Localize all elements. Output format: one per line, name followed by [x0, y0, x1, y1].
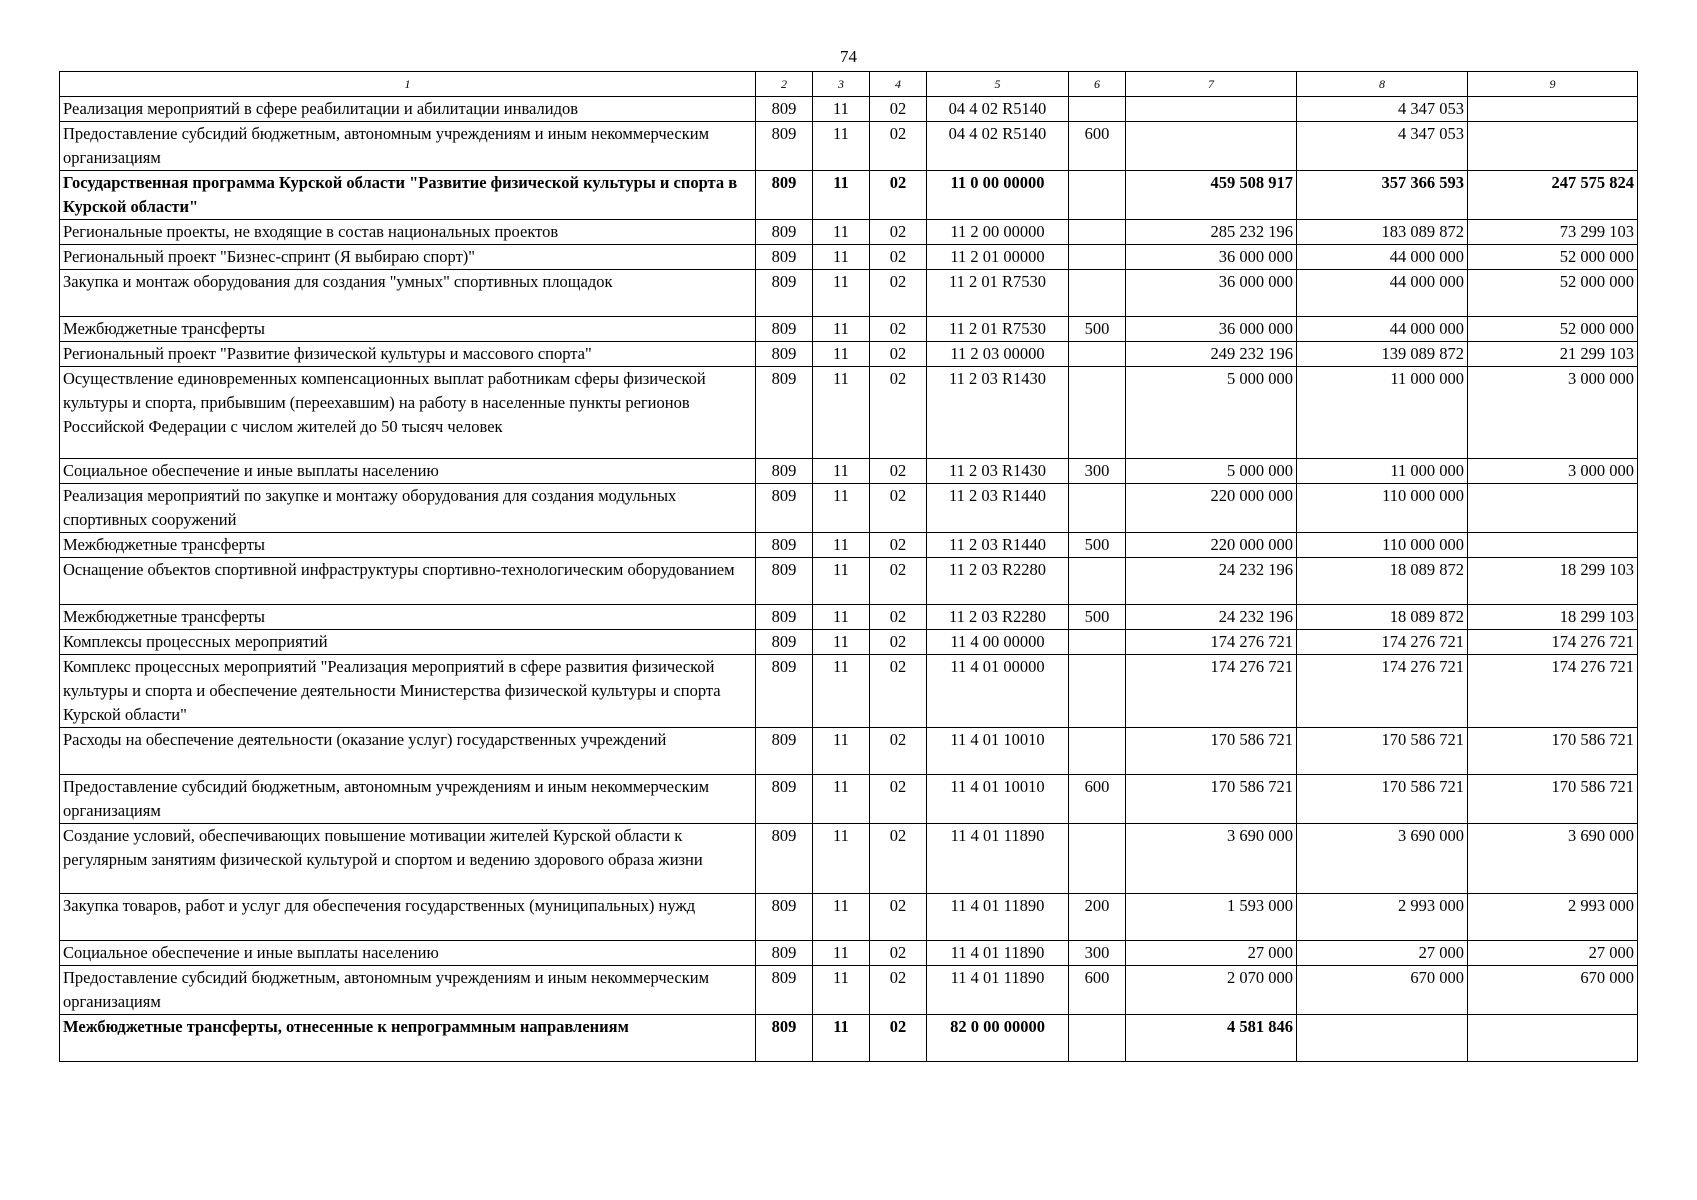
section-code: 11	[813, 894, 870, 941]
amount-col-8: 11 000 000	[1297, 367, 1468, 459]
amount-col-9: 247 575 824	[1468, 171, 1638, 220]
table-row	[60, 630, 1638, 655]
amount-col-7: 170 586 721	[1126, 775, 1297, 824]
amount-col-7: 5 000 000	[1126, 459, 1297, 484]
row-description: Предоставление субсидий бюджетным, автономным учреждениям и иным некоммерческим организациям	[60, 966, 756, 1015]
table-row	[60, 966, 1638, 1015]
section-code: 11	[813, 245, 870, 270]
amount-col-7: 24 232 196	[1126, 605, 1297, 630]
section-code: 11	[813, 122, 870, 171]
amount-col-7: 220 000 000	[1126, 484, 1297, 533]
amount-col-8: 139 089 872	[1297, 342, 1468, 367]
section-code: 11	[813, 220, 870, 245]
amount-col-9: 21 299 103	[1468, 342, 1638, 367]
ministry-code: 809	[756, 367, 813, 459]
target-article-code: 04 4 02 R5140	[927, 122, 1069, 171]
row-description: Закупка товаров, работ и услуг для обеспечения государственных (муниципальных) нужд	[60, 894, 756, 941]
section-code: 11	[813, 605, 870, 630]
amount-col-9	[1468, 97, 1638, 122]
table-row	[60, 220, 1638, 245]
column-header: 5	[927, 72, 1069, 97]
expense-type-code	[1069, 97, 1126, 122]
target-article-code: 11 2 01 R7530	[927, 270, 1069, 317]
target-article-code: 04 4 02 R5140	[927, 97, 1069, 122]
row-description: Региональный проект "Бизнес-спринт (Я выбираю спорт)"	[60, 245, 756, 270]
ministry-code: 809	[756, 775, 813, 824]
amount-col-9: 52 000 000	[1468, 270, 1638, 317]
section-code: 11	[813, 317, 870, 342]
target-article-code: 11 4 01 10010	[927, 775, 1069, 824]
amount-col-8: 2 993 000	[1297, 894, 1468, 941]
target-article-code: 11 2 03 00000	[927, 342, 1069, 367]
amount-col-9	[1468, 533, 1638, 558]
amount-col-8: 174 276 721	[1297, 630, 1468, 655]
subsection-code: 02	[870, 824, 927, 894]
amount-col-8: 44 000 000	[1297, 245, 1468, 270]
section-code: 11	[813, 728, 870, 775]
table-row	[60, 97, 1638, 122]
ministry-code: 809	[756, 824, 813, 894]
table-row	[60, 533, 1638, 558]
amount-col-8: 44 000 000	[1297, 270, 1468, 317]
section-code: 11	[813, 966, 870, 1015]
column-header: 7	[1126, 72, 1297, 97]
ministry-code: 809	[756, 894, 813, 941]
row-description: Межбюджетные трансферты	[60, 605, 756, 630]
subsection-code: 02	[870, 941, 927, 966]
amount-col-8: 170 586 721	[1297, 775, 1468, 824]
row-description: Комплексы процессных мероприятий	[60, 630, 756, 655]
section-code: 11	[813, 97, 870, 122]
subsection-code: 02	[870, 270, 927, 317]
section-code: 11	[813, 1015, 870, 1062]
section-code: 11	[813, 367, 870, 459]
row-description: Межбюджетные трансферты	[60, 533, 756, 558]
subsection-code: 02	[870, 484, 927, 533]
target-article-code: 11 4 01 11890	[927, 966, 1069, 1015]
amount-col-8: 4 347 053	[1297, 122, 1468, 171]
amount-col-8: 18 089 872	[1297, 605, 1468, 630]
table-row	[60, 655, 1638, 728]
subsection-code: 02	[870, 775, 927, 824]
amount-col-7	[1126, 97, 1297, 122]
amount-col-8: 670 000	[1297, 966, 1468, 1015]
amount-col-7: 285 232 196	[1126, 220, 1297, 245]
column-header: 9	[1468, 72, 1638, 97]
amount-col-7: 170 586 721	[1126, 728, 1297, 775]
target-article-code: 11 2 01 R7530	[927, 317, 1069, 342]
ministry-code: 809	[756, 484, 813, 533]
amount-col-9: 174 276 721	[1468, 655, 1638, 728]
column-header: 3	[813, 72, 870, 97]
target-article-code: 11 2 03 R1430	[927, 367, 1069, 459]
amount-col-9: 18 299 103	[1468, 558, 1638, 605]
target-article-code: 11 2 01 00000	[927, 245, 1069, 270]
budget-table	[59, 71, 1638, 1062]
amount-col-9: 174 276 721	[1468, 630, 1638, 655]
amount-col-9: 52 000 000	[1468, 317, 1638, 342]
amount-col-7: 4 581 846	[1126, 1015, 1297, 1062]
amount-col-9	[1468, 484, 1638, 533]
subsection-code: 02	[870, 459, 927, 484]
table-row	[60, 367, 1638, 459]
row-description: Межбюджетные трансферты	[60, 317, 756, 342]
page-number: 74	[840, 47, 857, 66]
expense-type-code	[1069, 270, 1126, 317]
row-description: Межбюджетные трансферты, отнесенные к непрограммным направлениям	[60, 1015, 756, 1062]
ministry-code: 809	[756, 122, 813, 171]
target-article-code: 11 2 03 R1430	[927, 459, 1069, 484]
target-article-code: 82 0 00 00000	[927, 1015, 1069, 1062]
table-row	[60, 941, 1638, 966]
amount-col-8: 44 000 000	[1297, 317, 1468, 342]
subsection-code: 02	[870, 342, 927, 367]
amount-col-8: 170 586 721	[1297, 728, 1468, 775]
amount-col-9: 2 993 000	[1468, 894, 1638, 941]
expense-type-code: 500	[1069, 317, 1126, 342]
ministry-code: 809	[756, 1015, 813, 1062]
row-description: Социальное обеспечение и иные выплаты населению	[60, 941, 756, 966]
amount-col-8: 110 000 000	[1297, 533, 1468, 558]
amount-col-7: 174 276 721	[1126, 655, 1297, 728]
amount-col-7: 459 508 917	[1126, 171, 1297, 220]
subsection-code: 02	[870, 245, 927, 270]
ministry-code: 809	[756, 342, 813, 367]
subsection-code: 02	[870, 558, 927, 605]
amount-col-8: 3 690 000	[1297, 824, 1468, 894]
column-header: 4	[870, 72, 927, 97]
subsection-code: 02	[870, 533, 927, 558]
ministry-code: 809	[756, 97, 813, 122]
amount-col-9: 73 299 103	[1468, 220, 1638, 245]
ministry-code: 809	[756, 630, 813, 655]
target-article-code: 11 4 01 10010	[927, 728, 1069, 775]
expense-type-code: 500	[1069, 533, 1126, 558]
amount-col-8: 18 089 872	[1297, 558, 1468, 605]
row-description: Осуществление единовременных компенсационных выплат работникам сферы физической культуры и спорта, прибывшим (переехавшим) на работу в населенные пункты регионов Российской Федерации с числом жителей до 50 тысяч человек	[60, 367, 756, 459]
table-row	[60, 894, 1638, 941]
subsection-code: 02	[870, 605, 927, 630]
table-row	[60, 605, 1638, 630]
ministry-code: 809	[756, 171, 813, 220]
table-row	[60, 270, 1638, 317]
expense-type-code	[1069, 342, 1126, 367]
expense-type-code	[1069, 171, 1126, 220]
target-article-code: 11 4 01 11890	[927, 941, 1069, 966]
amount-col-9: 670 000	[1468, 966, 1638, 1015]
section-code: 11	[813, 630, 870, 655]
amount-col-8: 11 000 000	[1297, 459, 1468, 484]
row-description: Закупка и монтаж оборудования для создания "умных" спортивных площадок	[60, 270, 756, 317]
row-description: Предоставление субсидий бюджетным, автономным учреждениям и иным некоммерческим организациям	[60, 775, 756, 824]
row-description: Создание условий, обеспечивающих повышение мотивации жителей Курской области к регулярным занятиям физической культурой и спортом и ведению здорового образа жизни	[60, 824, 756, 894]
expense-type-code: 600	[1069, 775, 1126, 824]
ministry-code: 809	[756, 533, 813, 558]
subsection-code: 02	[870, 894, 927, 941]
amount-col-7	[1126, 122, 1297, 171]
target-article-code: 11 2 03 R1440	[927, 484, 1069, 533]
subsection-code: 02	[870, 220, 927, 245]
column-header: 2	[756, 72, 813, 97]
amount-col-9: 52 000 000	[1468, 245, 1638, 270]
section-code: 11	[813, 270, 870, 317]
amount-col-9: 3 000 000	[1468, 459, 1638, 484]
table-row	[60, 245, 1638, 270]
ministry-code: 809	[756, 605, 813, 630]
expense-type-code: 300	[1069, 941, 1126, 966]
amount-col-8: 357 366 593	[1297, 171, 1468, 220]
amount-col-8	[1297, 1015, 1468, 1062]
column-header: 1	[60, 72, 756, 97]
subsection-code: 02	[870, 630, 927, 655]
table-row	[60, 558, 1638, 605]
amount-col-8: 4 347 053	[1297, 97, 1468, 122]
expense-type-code: 200	[1069, 894, 1126, 941]
amount-col-9: 27 000	[1468, 941, 1638, 966]
subsection-code: 02	[870, 317, 927, 342]
column-number-row	[60, 72, 1638, 97]
amount-col-9: 18 299 103	[1468, 605, 1638, 630]
amount-col-7: 2 070 000	[1126, 966, 1297, 1015]
subsection-code: 02	[870, 367, 927, 459]
ministry-code: 809	[756, 270, 813, 317]
amount-col-8: 110 000 000	[1297, 484, 1468, 533]
ministry-code: 809	[756, 941, 813, 966]
amount-col-8: 27 000	[1297, 941, 1468, 966]
subsection-code: 02	[870, 97, 927, 122]
ministry-code: 809	[756, 317, 813, 342]
expense-type-code: 600	[1069, 966, 1126, 1015]
table-body	[60, 97, 1638, 1062]
column-header: 6	[1069, 72, 1126, 97]
expense-type-code	[1069, 630, 1126, 655]
amount-col-7: 5 000 000	[1126, 367, 1297, 459]
table-row	[60, 171, 1638, 220]
amount-col-7: 174 276 721	[1126, 630, 1297, 655]
ministry-code: 809	[756, 245, 813, 270]
subsection-code: 02	[870, 122, 927, 171]
expense-type-code	[1069, 367, 1126, 459]
subsection-code: 02	[870, 728, 927, 775]
target-article-code: 11 2 03 R1440	[927, 533, 1069, 558]
expense-type-code: 300	[1069, 459, 1126, 484]
target-article-code: 11 0 00 00000	[927, 171, 1069, 220]
ministry-code: 809	[756, 728, 813, 775]
ministry-code: 809	[756, 655, 813, 728]
section-code: 11	[813, 824, 870, 894]
table-row	[60, 728, 1638, 775]
row-description: Оснащение объектов спортивной инфраструктуры спортивно-технологическим оборудованием	[60, 558, 756, 605]
row-description: Предоставление субсидий бюджетным, автономным учреждениям и иным некоммерческим организациям	[60, 122, 756, 171]
row-description: Региональные проекты, не входящие в состав национальных проектов	[60, 220, 756, 245]
amount-col-9: 170 586 721	[1468, 775, 1638, 824]
expense-type-code	[1069, 484, 1126, 533]
amount-col-7: 220 000 000	[1126, 533, 1297, 558]
ministry-code: 809	[756, 220, 813, 245]
subsection-code: 02	[870, 655, 927, 728]
amount-col-9: 3 690 000	[1468, 824, 1638, 894]
target-article-code: 11 2 00 00000	[927, 220, 1069, 245]
table-row	[60, 1015, 1638, 1062]
ministry-code: 809	[756, 459, 813, 484]
target-article-code: 11 4 00 00000	[927, 630, 1069, 655]
amount-col-7: 24 232 196	[1126, 558, 1297, 605]
row-description: Расходы на обеспечение деятельности (оказание услуг) государственных учреждений	[60, 728, 756, 775]
section-code: 11	[813, 775, 870, 824]
section-code: 11	[813, 484, 870, 533]
expense-type-code	[1069, 824, 1126, 894]
expense-type-code: 600	[1069, 122, 1126, 171]
table-row	[60, 459, 1638, 484]
expense-type-code	[1069, 245, 1126, 270]
amount-col-7: 249 232 196	[1126, 342, 1297, 367]
section-code: 11	[813, 171, 870, 220]
row-description: Социальное обеспечение и иные выплаты населению	[60, 459, 756, 484]
amount-col-9	[1468, 1015, 1638, 1062]
ministry-code: 809	[756, 558, 813, 605]
row-description: Комплекс процессных мероприятий "Реализация мероприятий в сфере развития физической культуры и спорта и обеспечение деятельности Министерства физической культуры и спорта Курской области"	[60, 655, 756, 728]
table-row	[60, 122, 1638, 171]
target-article-code: 11 4 01 11890	[927, 894, 1069, 941]
row-description: Реализация мероприятий в сфере реабилитации и абилитации инвалидов	[60, 97, 756, 122]
table-row	[60, 775, 1638, 824]
expense-type-code	[1069, 1015, 1126, 1062]
section-code: 11	[813, 655, 870, 728]
amount-col-7: 36 000 000	[1126, 270, 1297, 317]
section-code: 11	[813, 558, 870, 605]
column-header: 8	[1297, 72, 1468, 97]
amount-col-7: 27 000	[1126, 941, 1297, 966]
expense-type-code	[1069, 655, 1126, 728]
subsection-code: 02	[870, 1015, 927, 1062]
table-row	[60, 484, 1638, 533]
section-code: 11	[813, 342, 870, 367]
expense-type-code	[1069, 558, 1126, 605]
subsection-code: 02	[870, 171, 927, 220]
expense-type-code	[1069, 220, 1126, 245]
target-article-code: 11 4 01 00000	[927, 655, 1069, 728]
amount-col-9	[1468, 122, 1638, 171]
amount-col-9: 3 000 000	[1468, 367, 1638, 459]
ministry-code: 809	[756, 966, 813, 1015]
table-row	[60, 824, 1638, 894]
table-row	[60, 342, 1638, 367]
section-code: 11	[813, 459, 870, 484]
target-article-code: 11 4 01 11890	[927, 824, 1069, 894]
section-code: 11	[813, 941, 870, 966]
subsection-code: 02	[870, 966, 927, 1015]
amount-col-8: 174 276 721	[1297, 655, 1468, 728]
row-description: Региональный проект "Развитие физической культуры и массового спорта"	[60, 342, 756, 367]
row-description: Государственная программа Курской области "Развитие физической культуры и спорта в Курской области"	[60, 171, 756, 220]
amount-col-9: 170 586 721	[1468, 728, 1638, 775]
target-article-code: 11 2 03 R2280	[927, 558, 1069, 605]
table-row	[60, 317, 1638, 342]
amount-col-7: 36 000 000	[1126, 245, 1297, 270]
amount-col-8: 183 089 872	[1297, 220, 1468, 245]
expense-type-code	[1069, 728, 1126, 775]
section-code: 11	[813, 533, 870, 558]
target-article-code: 11 2 03 R2280	[927, 605, 1069, 630]
amount-col-7: 36 000 000	[1126, 317, 1297, 342]
row-description: Реализация мероприятий по закупке и монтажу оборудования для создания модульных спортивных сооружений	[60, 484, 756, 533]
amount-col-7: 3 690 000	[1126, 824, 1297, 894]
expense-type-code: 500	[1069, 605, 1126, 630]
amount-col-7: 1 593 000	[1126, 894, 1297, 941]
